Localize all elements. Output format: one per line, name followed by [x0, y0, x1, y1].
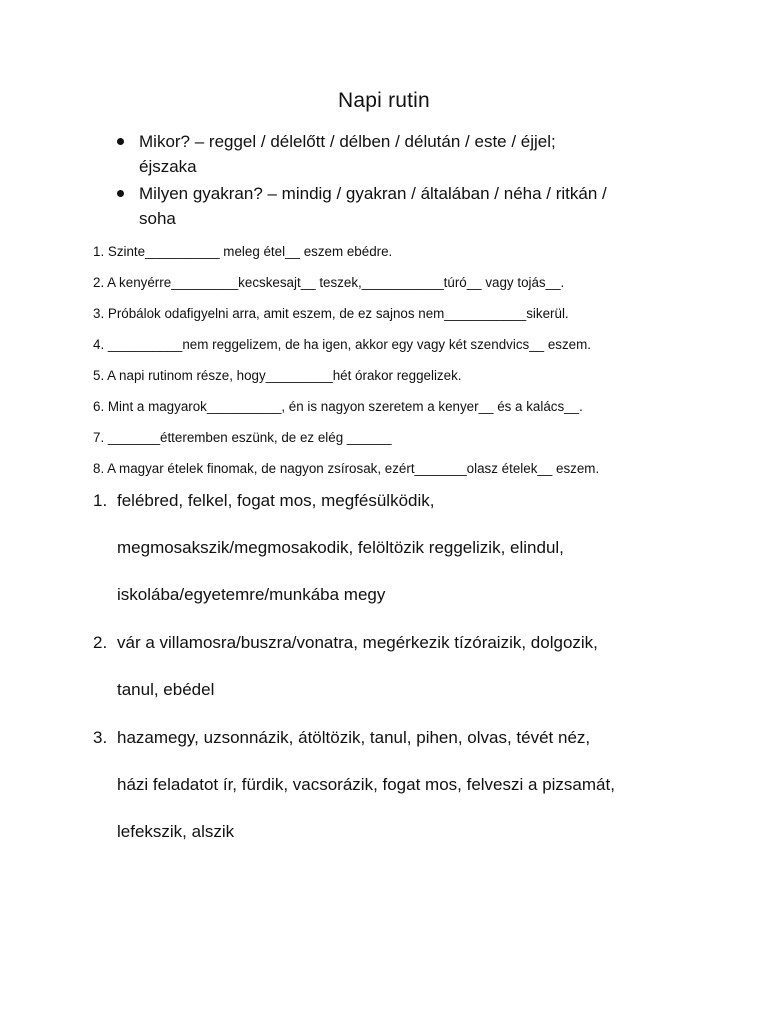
bullet-line: Milyen gyakran? – mindig / gyakran / általában / néha / ritkán /: [139, 184, 607, 203]
routine-line: tanul, ebédel: [117, 680, 215, 699]
routine-line: vár a villamosra/buszra/vonatra, megérkezik tízóraizik, dolgozik,: [117, 633, 598, 652]
exercise-sentence: 8. A magyar ételek finomak, de nagyon zsírosak, ezért_______olasz ételek__ eszem.: [93, 461, 600, 476]
routine-item-evening: [93, 723, 733, 865]
routine-item-daytime: [93, 628, 733, 723]
list-number: 1.: [93, 491, 108, 510]
bullet-line: Mikor? – reggel / délelőtt / délben / délután / este / éjjel;: [139, 132, 556, 151]
routine-item-morning: [93, 486, 733, 628]
exercise-sentence: 1. Szinte__________ meleg étel__ eszem ebédre.: [93, 244, 393, 259]
page-title: Napi rutin: [338, 89, 430, 112]
exercise-sentence: 7. _______étteremben eszünk, de ez elég ______: [93, 430, 392, 445]
routine-line: felébred, felkel, fogat mos, megfésülködik,: [117, 491, 435, 510]
routine-line: lefekszik, alszik: [117, 822, 235, 841]
question-bullet-list: [117, 129, 692, 233]
bullet-line: éjszaka: [139, 157, 197, 176]
routine-line: hazamegy, uzsonnázik, átöltözik, tanul, pihen, olvas, tévét néz,: [117, 728, 591, 747]
bullet-item-milyen-gyakran: [117, 181, 692, 231]
bullet-item-mikor: [117, 129, 692, 179]
exercise-sentence: 6. Mint a magyarok__________, én is nagyon szeretem a kenyer__ és a kalács__.: [93, 399, 583, 414]
exercise-sentence: 2. A kenyérre_________kecskesajt__ teszek,___________túró__ vagy tojás__.: [93, 275, 565, 290]
bullet-dot-icon: [117, 190, 124, 197]
routine-line: iskolába/egyetemre/munkába megy: [117, 585, 386, 604]
bullet-line: soha: [139, 209, 176, 228]
exercise-sentence: 3. Próbálok odafigyelni arra, amit eszem, de ez sajnos nem___________sikerül.: [93, 306, 569, 321]
routine-line: megmosakszik/megmosakodik, felöltözik reggelizik, elindul,: [117, 538, 564, 557]
exercise-sentence: 4. __________nem reggelizem, de ha igen, akkor egy vagy két szendvics__ eszem.: [93, 337, 591, 352]
routine-numbered-list: [93, 486, 733, 865]
routine-line: házi feladatot ír, fürdik, vacsorázik, fogat mos, felveszi a pizsamát,: [117, 775, 615, 794]
exercise-sentence: 5. A napi rutinom része, hogy_________hét órakor reggelizek.: [93, 368, 462, 383]
fill-in-sentence-list: [93, 242, 713, 490]
bullet-dot-icon: [117, 138, 124, 145]
list-number: 2.: [93, 633, 108, 652]
list-number: 3.: [93, 728, 108, 747]
